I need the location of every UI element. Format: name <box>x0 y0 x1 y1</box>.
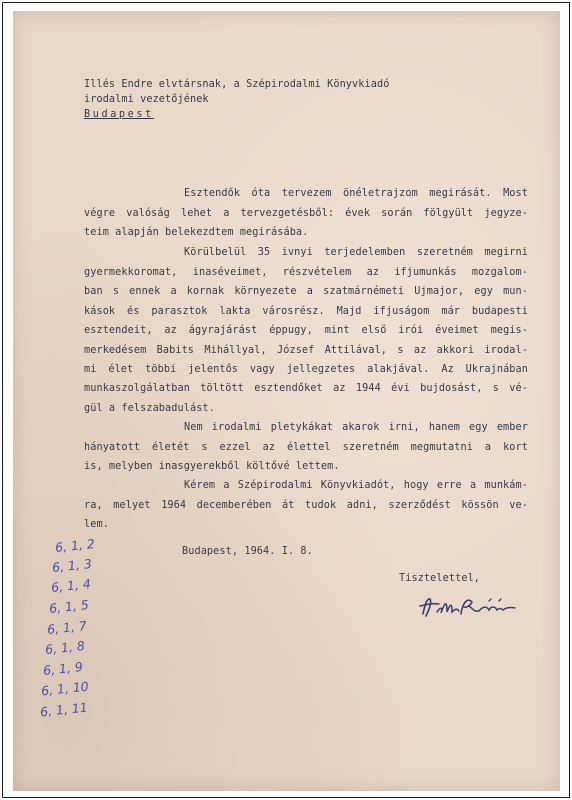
handwritten-signature <box>417 594 527 622</box>
body-line: hányatott életét s ezzel az élettel szeretném megmutatni a kort <box>84 442 528 453</box>
body-line: ra, melyet 1964 decemberében át tudok adni, szerződést kössön ve- <box>84 500 528 511</box>
date-line: Budapest, 1964. I. 8. <box>182 546 313 557</box>
body-line: teim alapján belekezdtem megirásába. <box>84 227 309 238</box>
body-line: Kérem a Szépirodalmi Könyvkiadót, hogy erre a munkám- <box>184 480 528 491</box>
archive-mark: 6, 1, 4 <box>50 575 92 596</box>
body-line: ban s ennek a kornak környezete a szatmárnémeti Ujmajor, egy mun- <box>84 286 528 297</box>
archive-mark: 6, 1, 8 <box>44 637 86 658</box>
closing-line: Tisztelettel, <box>399 573 481 584</box>
body-line: gyermekkoromat, inaséveimet, részvételem az ifjumunkás mozgalom- <box>84 267 528 278</box>
body-line: Körülbelül 35 ivnyi terjedelemben szeretném megirni <box>184 247 528 258</box>
addressee-city: Budapest <box>84 109 154 120</box>
body-line: Esztendők óta tervezem önéletrajzom megirását. Most <box>184 188 528 199</box>
addressee-line-1: Illés Endre elvtársnak, a Szépirodalmi Könyvkiadó <box>84 79 390 90</box>
archive-mark: 6, 1, 10 <box>40 678 90 699</box>
body-line: végre valóság lehet a tervezgetésből: évek során fölgyült jegyze- <box>84 208 528 219</box>
archive-mark: 6, 1, 9 <box>42 658 84 679</box>
body-line: esztendeit, az ágyrajárást éppugy, mint első irói éveimet megis- <box>84 325 528 336</box>
letter-paper <box>13 11 560 791</box>
archive-mark: 6, 1, 5 <box>48 596 90 617</box>
body-line: mi élet többi jelentős vagy jellegzetes alakjával. Az Ukrajnában <box>84 364 528 375</box>
addressee-line-2: irodalmi vezetőjének <box>84 94 209 105</box>
body-line: merkedésem Babits Mihállyal, József Attilával, s az akkori irodal- <box>84 345 528 356</box>
archive-mark: 6, 1, 11 <box>39 699 89 720</box>
body-line: is, melyben inasgyerekből költővé lettem. <box>84 461 340 472</box>
image-frame <box>2 2 570 798</box>
body-line: gül a felszabadulást. <box>84 403 215 414</box>
body-line: Nem irodalmi pletykákat akarok irni, hanem egy ember <box>184 422 528 433</box>
archive-mark: 6, 1, 7 <box>46 617 88 638</box>
body-line: munkaszolgálatban töltött esztendőket az 1944 évi bujdosást, s vé- <box>84 383 528 394</box>
archive-mark: 6, 1, 2 <box>54 535 96 556</box>
body-line: kások és parasztok lakta városrész. Majd ifjuságom már budapesti <box>84 306 528 317</box>
archive-mark: 6, 1, 3 <box>51 555 93 576</box>
body-line: lem. <box>84 519 109 530</box>
